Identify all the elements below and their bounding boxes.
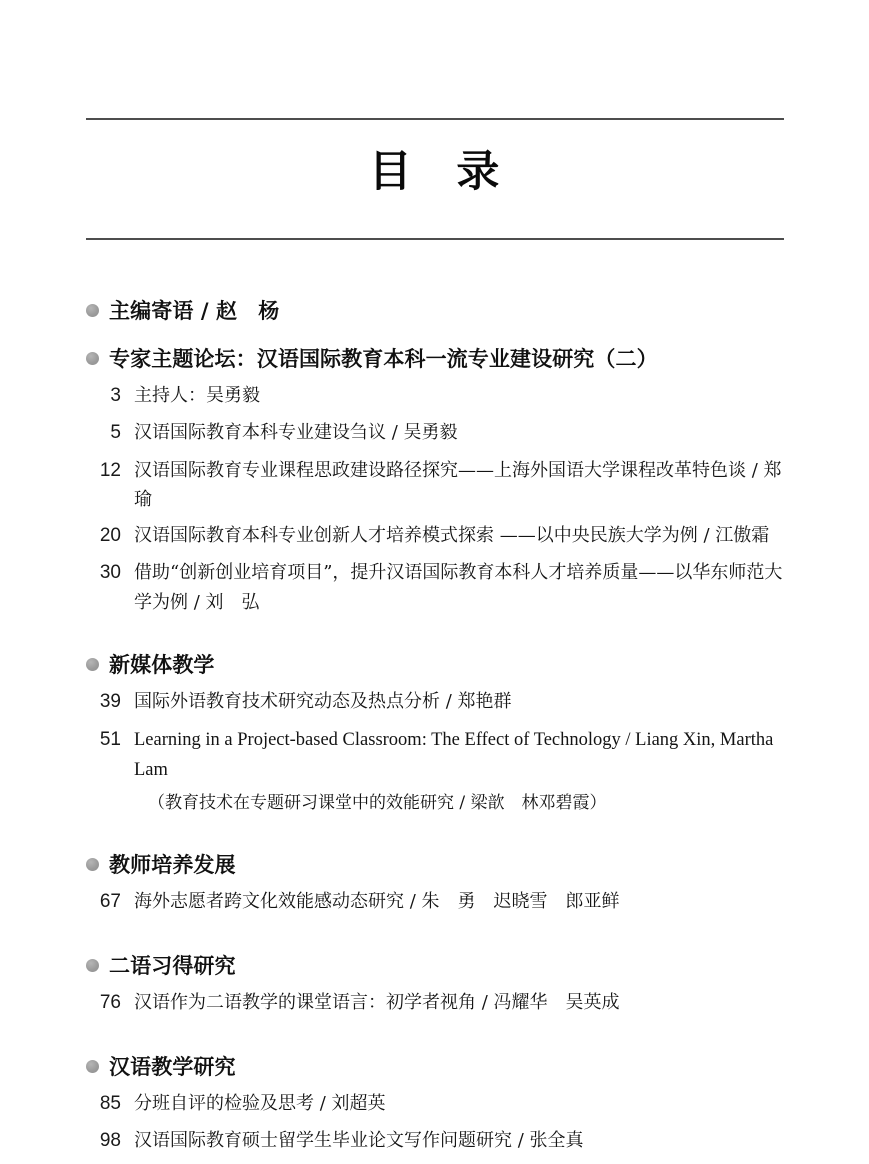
toc-entry-page-number: 20 [99,525,121,547]
bullet-icon [86,352,99,365]
toc-section [86,296,786,328]
section-spacer [86,334,786,344]
toc-entry[interactable] [86,456,800,514]
toc-list [86,296,800,1164]
toc-entry-title: 汉语作为二语教学的课堂语言：初学者视角 / 冯耀华 吴英成 [134,992,620,1014]
toc-entry-title: 借助“创新创业培育项目”，提升汉语国际教育本科人才培养质量——以华东师范大学为例 / 刘 弘 [134,562,783,613]
toc-entry-title: 汉语国际教育本科专业创新人才培养模式探索 ——以中央民族大学为例 / 江傲霜 [134,525,770,547]
toc-entry-page-number: 51 [99,728,121,750]
toc-section [86,951,786,1019]
header-rule-top [86,118,784,120]
bullet-icon [86,304,99,317]
toc-entry-title: Learning in a Project-based Classroom: The Effect of Technology / Liang Xin, Martha Lam [134,729,774,780]
bullet-icon [86,858,99,871]
toc-section-title: 二语习得研究 [109,953,236,978]
toc-section-title: 主编寄语 / 赵 杨 [109,299,280,323]
toc-entry-page-number: 67 [99,891,121,913]
toc-entry[interactable] [86,1089,786,1119]
toc-section-title: 新媒体教学 [109,652,215,677]
toc-entry-list [86,687,786,817]
toc-section-header[interactable] [86,296,786,328]
section-spacer [86,624,786,650]
toc-entry-title: 国际外语教育技术研究动态及热点分析 / 郑艳群 [134,691,512,713]
toc-entry-title: 主持人：吴勇毅 [134,385,260,406]
toc-entry-page-number: 85 [99,1093,121,1115]
toc-entry[interactable] [86,725,786,817]
toc-section-title: 专家主题论坛：汉语国际教育本科一流专业建设研究（二） [109,346,658,371]
toc-entry-list [86,988,786,1018]
toc-entry-list [86,1089,786,1157]
toc-entry-title: 汉语国际教育本科专业建设刍议 / 吴勇毅 [134,422,458,444]
toc-section-title: 汉语教学研究 [109,1054,236,1079]
toc-entry[interactable] [86,988,786,1018]
section-spacer [86,1026,786,1052]
toc-entry-page-number: 39 [99,691,121,713]
toc-section-header[interactable] [86,850,786,882]
toc-entry-page-number: 3 [110,385,121,406]
toc-entry[interactable] [86,887,786,917]
toc-section [86,344,800,617]
toc-entry-subtitle: （教育技术在专题研习课堂中的效能研究 / 梁歆 林邓碧霞） [148,792,607,813]
toc-entry[interactable] [86,1126,786,1156]
toc-entry[interactable] [86,418,786,448]
toc-entry-title: 海外志愿者跨文化效能感动态研究 / 朱 勇 迟晓雪 郎亚鲜 [134,891,620,913]
header-rule-bottom [86,238,784,240]
toc-entry-page-number: 30 [99,562,121,584]
toc-entry[interactable] [86,521,786,551]
toc-entry-title: 汉语国际教育硕士留学生毕业论文写作问题研究 / 张全真 [134,1130,584,1152]
toc-section [86,850,786,918]
toc-section-header[interactable] [86,344,786,376]
section-spacer [86,925,786,951]
toc-entry-title: 分班自评的检验及思考 / 刘超英 [134,1093,386,1115]
toc-entry-list [86,887,786,917]
bullet-icon [86,959,99,972]
toc-section-title: 教师培养发展 [109,852,236,877]
toc-section [86,650,786,817]
toc-entry-page-number: 5 [110,422,121,444]
toc-entry-title: 汉语国际教育专业课程思政建设路径探究——上海外国语大学课程改革特色谈 / 郑 瑜 [134,459,800,510]
toc-entry[interactable] [86,381,786,411]
toc-entry[interactable] [86,558,786,616]
page-title: 目 录 [368,147,501,197]
toc-section-header[interactable] [86,951,786,983]
toc-section-header[interactable] [86,1052,786,1084]
toc-entry-page-number: 76 [99,992,121,1014]
section-spacer [86,824,786,850]
toc-entry-list [86,381,800,617]
toc-entry-page-number: 98 [99,1130,121,1152]
bullet-icon [86,1060,99,1073]
toc-section [86,1052,786,1157]
toc-section-header[interactable] [86,650,786,682]
toc-entry-page-number: 12 [99,459,121,481]
bullet-icon [86,658,99,671]
toc-entry[interactable] [86,687,786,717]
